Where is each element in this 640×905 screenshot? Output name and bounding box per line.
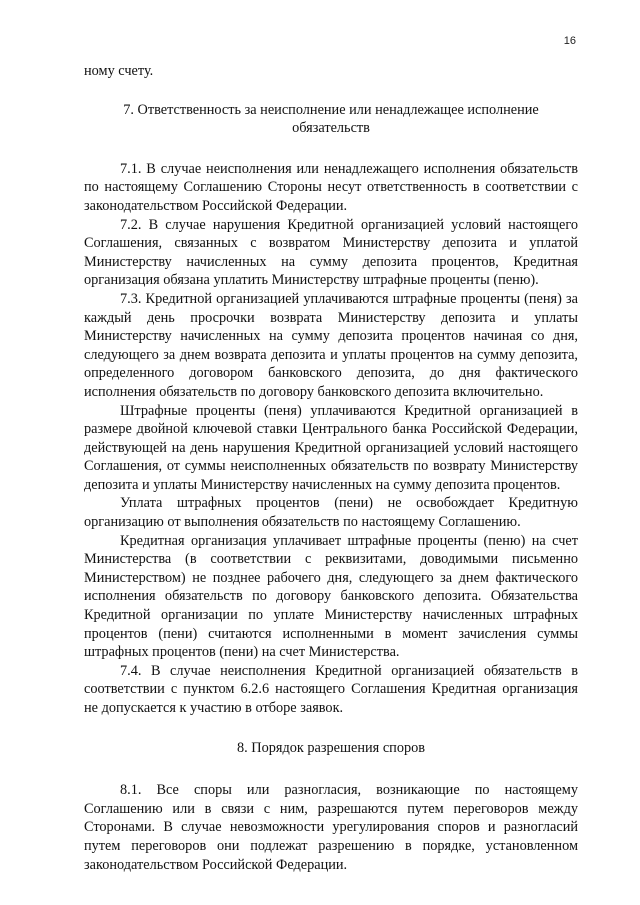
clause-7-3-penalty-payment: Кредитная организация уплачивает штрафные проценты (пеню) на счет Министерства (в соответствии с реквизитами, доводимыми письменно Министерством) не позднее рабочего дня, следующего за днем фактического исполнения обязательств по договору банковского депозита. Обязательства Кредитной организации по уплате Министерству начисленных штрафных процентов (пени) считаются исполненными в момент зачисления суммы штрафных процентов (пени) на счет Министерства. bbox=[84, 532, 578, 661]
clause-7-3: 7.3. Кредитной организацией уплачиваются штрафные проценты (пеня) за каждый день просрочки возврата Министерству депозита и уплаты Министерству начисленных на сумму депозита процентов начиная со дня, следующего за днем возврата депозита и уплаты процентов на сумму депозита, определенного договором банковского депозита, до дня фактического исполнения обязательств по договору банковского депозита включительно. bbox=[84, 290, 578, 400]
clause-7-3-penalty-obligation: Уплата штрафных процентов (пени) не освобождает Кредитную организацию от выполнения обязательств по настоящему Соглашению. bbox=[84, 495, 578, 531]
clause-7-4: 7.4. В случае неисполнения Кредитной организацией обязательств в соответствии с пунктом 6.2.6 настоящего Соглашения Кредитная организация не допускается к участию в отборе заявок. bbox=[84, 662, 578, 716]
page-number: 16 bbox=[563, 35, 576, 47]
section-7-heading: 7. Ответственность за неисполнение или ненадлежащее исполнение обязательств bbox=[123, 101, 539, 137]
clause-8-1: 8.1. Все споры или разногласия, возникающие по настоящему Соглашению или в связи с ним, разрешаются путем переговоров между Сторонами. В случае невозможности урегулирования споров и разногласий путем переговоров они подлежат разрешению в порядке, установленном законодательством Российской Федерации. bbox=[84, 782, 578, 873]
document-body bbox=[84, 62, 578, 874]
clause-7-1: 7.1. В случае неисполнения или ненадлежащего исполнения обязательств по настоящему Соглашению Стороны несут ответственность в соответствии с законодательством Российской Федерации. bbox=[84, 160, 578, 214]
section-8-heading: 8. Порядок разрешения споров bbox=[236, 739, 426, 756]
continuation-text: ному счету. bbox=[84, 63, 154, 79]
clause-7-2: 7.2. В случае нарушения Кредитной организацией условий настоящего Соглашения, связанных с возвратом Министерству депозита и уплатой Министерству начисленных на сумму депозита процентов, Кредитная организация обязана уплатить Министерству штрафные проценты (пеню). bbox=[84, 216, 578, 289]
clause-7-3-penalty-rate: Штрафные проценты (пеня) уплачиваются Кредитной организацией в размере двойной ключевой ставки Центрального банка Российской Федерации, действующей на день нарушения Кредитной организацией условий настоящего Соглашения, от суммы неисполненных обязательств по возврату Министерству депозита и уплаты Министерству начисленных на сумму депозита процентов. bbox=[84, 402, 578, 493]
